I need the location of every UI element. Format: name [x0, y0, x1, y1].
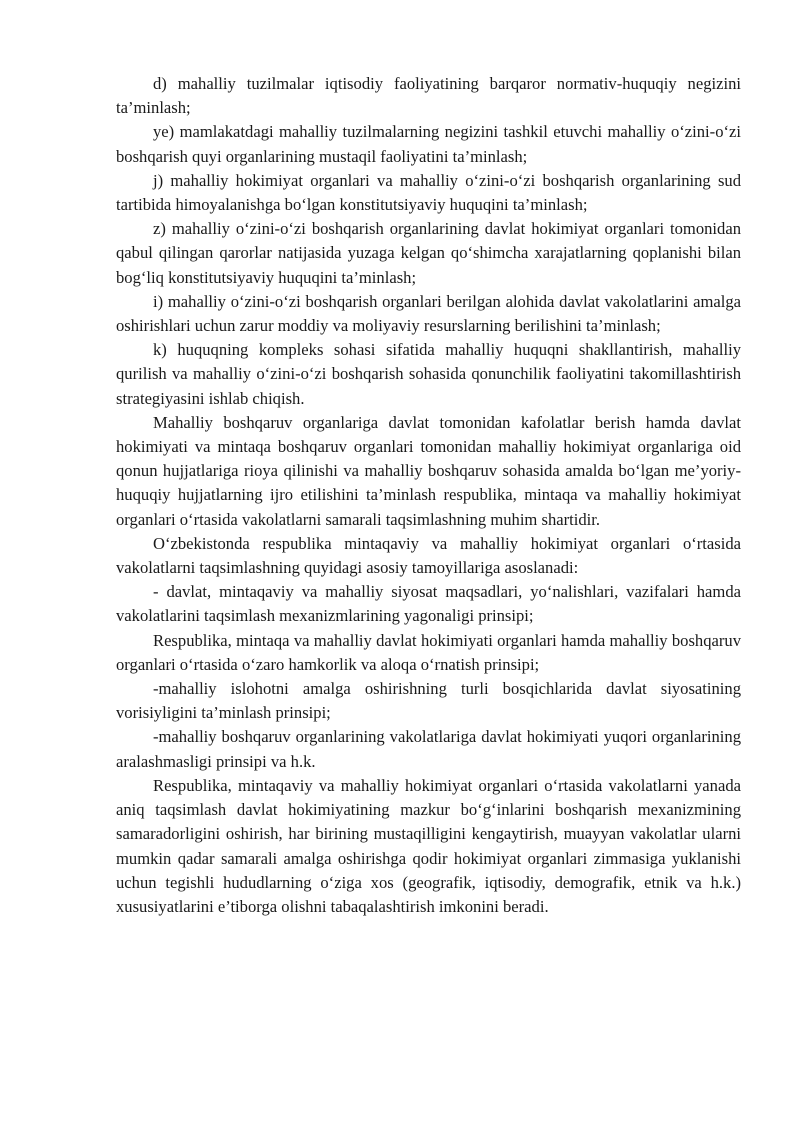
document-page [116, 72, 741, 919]
paragraph-conclusion: Respublika, mintaqaviy va mahalliy hokimiyat organlari o‘rtasida vakolatlarni yanada aniq taqsimlash davlat hokimiyatining mazkur bo‘g‘inlarini boshqarish mexanizmining samaradorligini oshirish, har birining mustaqilligini kengaytirish, muayyan vakolatlar ularni mumkin qadar samarali amalga oshirishga qodir hokimiyat organlari zimmasiga yuklanishi uchun tegishli hududlarning o‘ziga xos (geografik, iqtisodiy, demografik, etnik va h.k.) xususiyatlarini e’tiborga olishni tabaqalashtirish imkonini beradi. [116, 775, 741, 916]
paragraph-item-d: d) mahalliy tuzilmalar iqtisodiy faoliyatining barqaror normativ-huquqiy negizini ta’minlash; [116, 74, 741, 118]
paragraph-item-z: z) mahalliy o‘zini-o‘zi boshqarish organlarining davlat hokimiyat organlari tomonidan qabul qilingan qarorlar natijasida yuzaga kelgan qo‘shimcha xarajatlarning qoplanishi bilan bog‘liq konstitutsiyaviy huquqini ta’minlash; [116, 219, 741, 287]
paragraph-principle-cooperation: Respublika, mintaqa va mahalliy davlat hokimiyati organlari hamda mahalliy boshqaruv organlari o‘rtasida o‘zaro hamkorlik va aloqa o‘rnatish prinsipi; [116, 630, 741, 674]
paragraph-principle-unity: - davlat, mintaqaviy va mahalliy siyosat maqsadlari, yo‘nalishlari, vazifalari hamda vakolatlarini taqsimlash mexanizmlarining yagonaligi prinsipi; [116, 582, 741, 626]
paragraph-guarantees: Mahalliy boshqaruv organlariga davlat tomonidan kafolatlar berish hamda davlat hokimiyati va mintaqa boshqaruv organlari tomonidan mahalliy hokimiyat organlariga oid qonun hujjatlariga rioya qilinishi va mahalliy boshqaruv sohasida amalda bo‘lgan me’yoriy-huquqiy hujjatlarning ijro etilishini ta’minlash respublika, mintaqa va mahalliy hokimiyat organlari o‘rtasida vakolatlarni samarali taqsimlashning muhim shartidir. [116, 412, 741, 529]
paragraph-principles-intro: O‘zbekistonda respublika mintaqaviy va mahalliy hokimiyat organlari o‘rtasida vakolatlarni taqsimlashning quyidagi asosiy tamoyillariga asoslanadi: [116, 533, 741, 578]
paragraph-principle-non-interference: -mahalliy boshqaruv organlarining vakolatlariga davlat hokimiyati yuqori organlarining aralashmasligi prinsipi va h.k. [116, 727, 741, 771]
paragraph-principle-continuity: -mahalliy islohotni amalga oshirishning turli bosqichlarida davlat siyosatining vorisiyligini ta’minlash prinsipi; [116, 679, 741, 723]
paragraph-item-k: k) huquqning kompleks sohasi sifatida mahalliy huquqni shakllantirish, mahalliy qurilish va mahalliy o‘zini-o‘zi boshqarish sohasida qonunchilik faoliyatini takomillashtirish strategiyasini ishlab chiqish. [116, 340, 741, 408]
paragraph-item-ye: ye) mamlakatdagi mahalliy tuzilmalarning negizini tashkil etuvchi mahalliy o‘zini-o‘zi boshqarish quyi organlarining mustaqil faoliyatini ta’minlash; [116, 122, 741, 166]
paragraph-item-j: j) mahalliy hokimiyat organlari va mahalliy o‘zini-o‘zi boshqarish organlarining sud tartibida himoyalanishga bo‘lgan konstitutsiyaviy huquqini ta’minlash; [116, 170, 741, 215]
paragraph-item-i: i) mahalliy o‘zini-o‘zi boshqarish organlari berilgan alohida davlat vakolatlarini amalga oshirishlari uchun zarur moddiy va moliyaviy resurslarning berilishini ta’minlash; [116, 291, 741, 336]
